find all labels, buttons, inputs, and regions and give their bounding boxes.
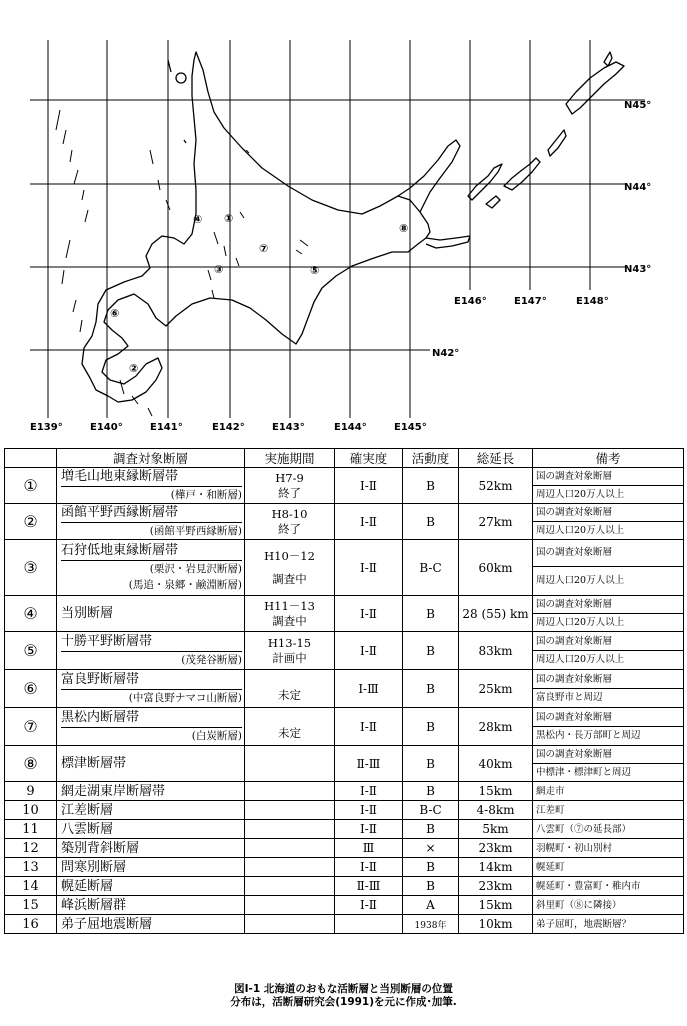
fault-name: 峰浜断層群 [61,897,127,913]
header-notes: 備考 [533,449,684,468]
length-cell: 14km [459,858,533,877]
note-line: 周辺人口20万人以上 [536,489,625,500]
length-cell: 23km [459,839,533,858]
period-years: H10－12 [264,548,315,563]
latitude-labels [432,100,651,359]
certainty-cell: Ⅱ-Ⅲ [335,877,403,896]
notes-cell [533,468,684,504]
fault-sub-name: (茂発谷断層) [181,654,242,666]
table-row [5,877,684,896]
period-cell [245,670,335,708]
row-number: ④ [5,596,57,632]
certainty-cell [335,915,403,934]
certainty-cell: Ⅰ-Ⅲ [335,670,403,708]
fault-name-cell [57,915,245,934]
period-cell [245,801,335,820]
note-line: 富良野市と周辺 [536,692,603,703]
fault-name-cell [57,468,245,504]
fault-name: 弟子屈地震断層 [61,916,153,932]
certainty-cell: Ⅰ-Ⅱ [335,782,403,801]
notes-cell [533,746,684,782]
certainty-cell: Ⅰ-Ⅱ [335,632,403,670]
map-marker-5: ⑤ [310,264,320,277]
certainty-cell: Ⅰ-Ⅱ [335,596,403,632]
notes-cell [533,858,684,877]
note-line: 国の調査対象断層 [533,633,683,651]
note-line: 周辺人口20万人以上 [536,617,625,628]
fault-markers [110,212,408,375]
note-line: 網走市 [536,785,565,797]
lon-label-143: E143° [272,422,305,433]
note-line: 斜里町（⑧に隣接） [536,899,622,911]
fault-name: 八雲断層 [61,821,114,837]
period-status: 調査中 [272,613,307,628]
length-cell: 60km [459,540,533,596]
table-row [5,708,684,746]
header-length: 総延長 [459,449,533,468]
note-line: 黒松内・長万部町と周辺 [536,730,641,741]
lat-label-45: N45° [624,100,652,111]
row-number: 16 [5,915,57,934]
note-line: 八雲町（⑦の延長部） [536,823,632,835]
row-number: 13 [5,858,57,877]
table-header-row [5,449,684,468]
activity-cell: A [403,896,459,915]
note-line: 周辺人口20万人以上 [536,654,625,665]
certainty-cell: Ⅰ-Ⅱ [335,801,403,820]
note-line: 国の調査対象断層 [533,596,683,614]
fault-name: 網走湖東岸断層帯 [61,783,166,799]
activity-cell: B-C [403,801,459,820]
period-cell [245,877,335,896]
shiretoko-peninsula [398,140,460,212]
row-number: 15 [5,896,57,915]
note-line: 国の調査対象断層 [533,746,683,764]
fault-sub-name: (栗沢・岩見沢断層) [149,563,242,575]
fault-name: 問寒別断層 [61,859,127,875]
length-cell: 83km [459,632,533,670]
period-cell [245,782,335,801]
notes-cell [533,782,684,801]
fault-name-cell [57,801,245,820]
length-cell: 28km [459,708,533,746]
header-activity: 活動度 [403,449,459,468]
fault-name-cell [57,820,245,839]
note-line: 周辺人口20万人以上 [536,575,625,586]
kuril-islands [468,52,624,208]
row-number: ③ [5,540,57,596]
certainty-cell: Ⅰ-Ⅱ [335,896,403,915]
row-number: ⑤ [5,632,57,670]
activity-cell: B [403,858,459,877]
length-cell: 27km [459,504,533,540]
note-line: 国の調査対象断層 [533,671,683,689]
row-number: ① [5,468,57,504]
teuri-island [184,140,186,143]
fault-name: 十勝平野断層帯 [61,633,242,652]
activity-cell: B [403,708,459,746]
period-cell [245,632,335,670]
period-years: H8-10 [271,506,308,521]
length-cell: 10km [459,915,533,934]
lon-label-147: E147° [514,296,547,307]
figure-caption [0,983,687,1009]
lon-label-140: E140° [90,422,123,433]
notes-cell [533,915,684,934]
note-line: 国の調査対象断層 [533,709,683,727]
table-row [5,896,684,915]
fault-name: 富良野断層帯 [61,671,242,690]
table-row [5,540,684,596]
fault-sub-name: (白炭断層) [191,730,242,742]
lon-label-144: E144° [334,422,367,433]
fault-name-cell [57,596,245,632]
fault-name: 函館平野西縁断層帯 [61,504,242,523]
activity-cell: B [403,632,459,670]
certainty-cell: Ⅰ-Ⅱ [335,540,403,596]
notes-cell [533,670,684,708]
fault-sub-name: (樺戸・和断層) [170,489,242,501]
notes-cell [533,877,684,896]
table-row [5,915,684,934]
length-cell: 52km [459,468,533,504]
certainty-cell: Ⅰ-Ⅱ [335,820,403,839]
note-line: 幌延町・豊富町・稚内市 [536,880,641,892]
period-cell [245,540,335,596]
period-status: 未定 [278,726,301,740]
note-line: 幌延町 [536,861,565,873]
lon-label-148: E148° [576,296,609,307]
period-status: 未定 [278,688,301,702]
period-cell [245,708,335,746]
period-cell [245,896,335,915]
certainty-cell: Ⅲ [335,839,403,858]
length-cell: 25km [459,670,533,708]
activity-cell: B-C [403,540,459,596]
row-number: 12 [5,839,57,858]
row-number: ⑧ [5,746,57,782]
activity-cell: B [403,820,459,839]
lat-label-42: N42° [432,348,460,359]
fault-name-cell [57,896,245,915]
length-cell: 5km [459,820,533,839]
table-row [5,782,684,801]
fault-name: 当別断層 [61,605,114,621]
fault-sub-name: (中富良野ナマコ山断層) [128,692,242,704]
certainty-cell: Ⅰ-Ⅱ [335,504,403,540]
fault-name-cell [57,670,245,708]
map-marker-4: ④ [193,213,203,226]
fault-sub-name: (函館平野西縁断層) [149,525,242,537]
note-line: 国の調査対象断層 [533,540,683,567]
hokkaido-fault-map [0,0,687,440]
table-row [5,596,684,632]
certainty-cell: Ⅰ-Ⅱ [335,858,403,877]
notes-cell [533,504,684,540]
activity-cell: B [403,596,459,632]
fault-name-cell [57,632,245,670]
notes-cell [533,632,684,670]
fault-name-cell [57,708,245,746]
notes-cell [533,820,684,839]
length-cell: 23km [459,877,533,896]
map-marker-1: ① [224,212,234,225]
table-row [5,858,684,877]
rishiri-island [176,73,186,83]
activity-cell: B [403,877,459,896]
table-row [5,632,684,670]
activity-cell: B [403,782,459,801]
note-line: 国の調査対象断層 [533,468,683,486]
map-marker-2: ② [129,362,139,375]
notes-cell [533,801,684,820]
header-certainty: 確実度 [335,449,403,468]
caption-source: 分布は，活断層研究会(1991)を元に作成･加筆. [230,996,457,1008]
table-row [5,670,684,708]
period-years: H11－13 [264,598,315,613]
notes-cell [533,896,684,915]
period-status: 調査中 [272,571,307,586]
period-cell [245,915,335,934]
fault-name-cell [57,540,245,596]
row-number: 9 [5,782,57,801]
fault-name-cell [57,839,245,858]
row-number: ⑥ [5,670,57,708]
notes-cell [533,540,684,596]
period-status: 終了 [278,485,301,500]
period-cell [245,596,335,632]
lon-label-145: E145° [394,422,427,433]
fault-name-cell [57,858,245,877]
activity-cell: B [403,670,459,708]
note-line: 弟子屈町，地震断層？ [536,918,632,930]
activity-cell: B [403,504,459,540]
period-status: 終了 [278,521,301,536]
fault-name-cell [57,504,245,540]
activity-cell: B [403,468,459,504]
fault-traces [56,110,308,416]
map-marker-6: ⑥ [110,307,120,320]
fault-name-cell [57,746,245,782]
map-marker-8: ⑧ [399,222,409,235]
activity-cell: 1938年 [403,915,459,934]
row-number: ② [5,504,57,540]
lon-label-142: E142° [212,422,245,433]
note-line: 周辺人口20万人以上 [536,525,625,536]
period-cell [245,746,335,782]
period-cell [245,839,335,858]
activity-cell: B [403,746,459,782]
fault-name: 標津断層帯 [61,755,127,771]
certainty-cell: Ⅱ-Ⅲ [335,746,403,782]
lat-label-44: N44° [624,182,652,193]
length-cell: 28 (55) km [459,596,533,632]
header-period: 実施期間 [245,449,335,468]
table-row [5,839,684,858]
caption-title: 図Ⅰ-1 北海道のおもな活断層と当別断層の位置 [234,983,453,995]
table-row [5,746,684,782]
length-cell: 15km [459,896,533,915]
fault-table [4,448,684,934]
fault-name: 石狩低地東縁断層帯 [61,542,242,561]
row-number: 10 [5,801,57,820]
map-marker-7: ⑦ [259,242,269,255]
table-row [5,801,684,820]
fault-name: 築別背斜断層 [61,840,140,856]
note-line: 羽幌町・初山別村 [536,842,613,854]
fault-name-cell [57,877,245,896]
activity-cell: × [403,839,459,858]
table-row [5,504,684,540]
fault-name: 黒松内断層帯 [61,709,242,728]
period-years: H13-15 [267,635,312,650]
header-number [5,449,57,468]
fault-sub-name: (馬追・泉郷・鹸淵断層) [128,579,242,591]
row-number: ⑦ [5,708,57,746]
lat-label-43: N43° [624,264,652,275]
period-status: 計画中 [272,650,307,665]
note-line: 国の調査対象断層 [533,504,683,522]
certainty-cell: Ⅰ-Ⅱ [335,708,403,746]
header-fault-name: 調査対象断層 [57,449,245,468]
table-row [5,820,684,839]
length-cell: 15km [459,782,533,801]
note-line: 中標津・標津町と周辺 [536,767,632,778]
graticule [30,40,645,418]
table-row [5,468,684,504]
notes-cell [533,596,684,632]
period-cell [245,858,335,877]
note-line: 江差町 [536,804,565,816]
length-cell: 4-8km [459,801,533,820]
fault-name: 幌延断層 [61,878,114,894]
fault-name-cell [57,782,245,801]
lon-label-139: E139° [30,422,63,433]
lon-label-141: E141° [150,422,183,433]
fault-name: 増毛山地東縁断層帯 [61,468,242,487]
notes-cell [533,708,684,746]
map-marker-3: ③ [214,263,224,276]
nemuro-peninsula [426,236,470,248]
period-cell [245,504,335,540]
period-cell [245,820,335,839]
certainty-cell: Ⅰ-Ⅱ [335,468,403,504]
period-cell [245,468,335,504]
length-cell: 40km [459,746,533,782]
row-number: 11 [5,820,57,839]
lon-label-146: E146° [454,296,487,307]
notes-cell [533,839,684,858]
fault-name: 江差断層 [61,802,114,818]
period-years: H7-9 [275,470,304,485]
row-number: 14 [5,877,57,896]
